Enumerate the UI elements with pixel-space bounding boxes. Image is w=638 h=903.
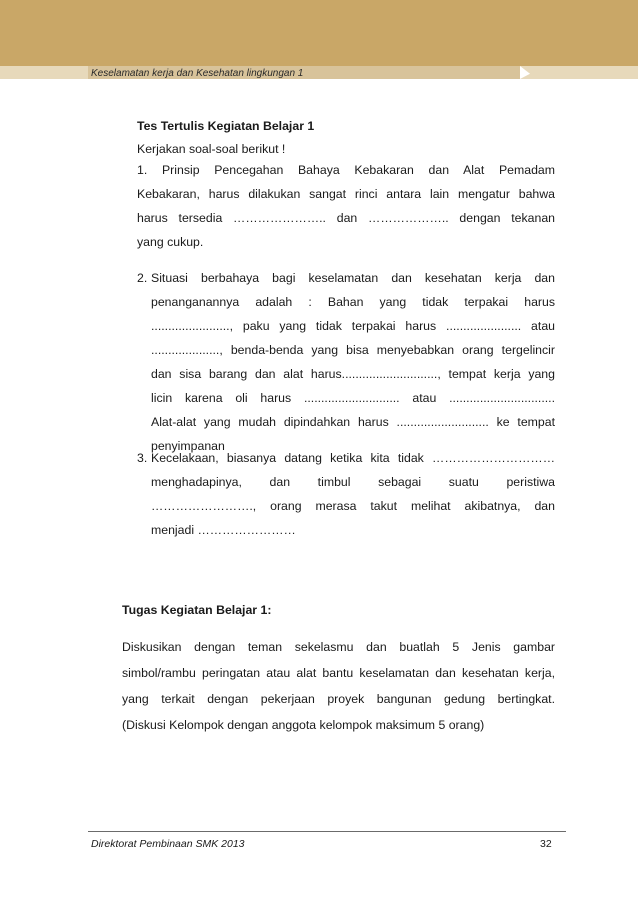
question-1-line-4: yang cukup. [137,235,204,249]
task-line-4: (Diskusi Kelompok dengan anggota kelompok maksimum 5 orang) [122,718,485,732]
question-2-number: 2. [137,271,148,285]
question-3-number: 3. [137,451,148,465]
question-1-line-2: Kebakaran, harus dilakukan sangat rinci antara lain mengatur bahwa [137,187,555,201]
test-instruction: Kerjakan soal-soal berikut ! [137,142,286,156]
question-2 [151,266,555,458]
page-number: 32 [540,838,552,850]
header-banner [0,0,638,66]
task-line-2: simbol/rambu peringatan atau alat bantu keselamatan dan kesehatan kerja, [122,666,555,680]
question-1-line-1: 1. Prinsip Pencegahan Bahaya Kebakaran dan Alat Pemadam [137,163,555,177]
question-2-line-8: penyimpanan [151,439,225,453]
footer-publisher: Direktorat Pembinaan SMK 2013 [91,838,245,850]
task-line-3: yang terkait dengan pekerjaan proyek bangunan gedung bertingkat. [122,692,555,706]
question-2-line-3: ......................., paku yang tidak terpakai harus ...................... atau [151,319,555,333]
question-3 [151,446,555,542]
question-2-line-5: dan sisa barang dan alat harus............................, tempat kerja yang [151,367,555,381]
question-1-line-3: harus tersedia ………………….. dan ……………….. dengan tekanan [137,211,555,225]
question-3-line-3: ……………………., orang merasa takut melihat akibatnya, dan [151,499,555,513]
header-title: Keselamatan kerja dan Kesehatan lingkungan 1 [91,68,304,79]
question-1 [137,158,555,254]
question-3-line-4: menjadi …………………… [151,523,296,537]
task-body [122,634,555,738]
question-3-line-2: menghadapinya, dan timbul sebagai suatu peristiwa [151,475,555,489]
question-2-line-7: Alat-alat yang mudah dipindahkan harus ........................... ke tempat [151,415,555,429]
footer-rule [88,831,566,832]
task-title: Tugas Kegiatan Belajar 1: [122,603,272,617]
test-title: Tes Tertulis Kegiatan Belajar 1 [137,119,315,133]
question-3-line-1: Kecelakaan, biasanya datang ketika kita tidak ………………………… [151,451,555,465]
question-2-line-4: ...................., benda-benda yang bisa menyebabkan orang tergelincir [151,343,555,357]
question-2-line-6: licin karena oli harus ............................ atau ............................... [151,391,555,405]
question-2-line-1: Situasi berbahaya bagi keselamatan dan kesehatan kerja dan [151,271,555,285]
question-2-line-2: penanganannya adalah : Bahan yang tidak terpakai harus [151,295,555,309]
task-line-1: Diskusikan dengan teman sekelasmu dan buatlah 5 Jenis gambar [122,640,555,654]
